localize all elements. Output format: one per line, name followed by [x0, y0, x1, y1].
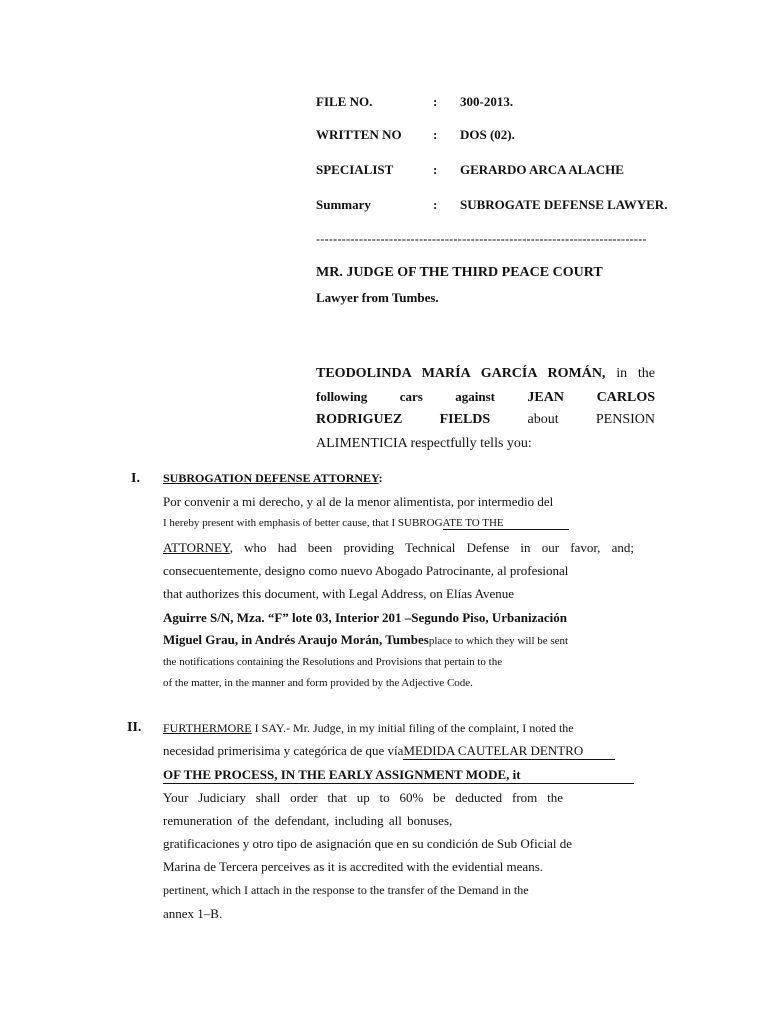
- file-no-value: 300-2013.: [460, 94, 514, 109]
- defendant-first-name: JEAN CARLOS: [527, 390, 656, 405]
- intro-line-3-end: PENSION: [595, 412, 655, 427]
- intro-line-2-pre: following cars against: [316, 389, 495, 404]
- written-no-label: WRITTEN NO: [316, 127, 402, 142]
- section-2-numeral: II.: [127, 720, 142, 735]
- petitioner-name: TEODOLINDA MARÍA GARCÍA ROMÁN,: [316, 366, 606, 381]
- section-2-line-2: [163, 743, 615, 760]
- section-1-line-2-underlined: ATE TO THE: [443, 517, 569, 530]
- legal-address-tail: place to which they will be sent: [428, 635, 569, 647]
- section-2-line-9: annex 1–B.: [163, 906, 223, 921]
- section-1-line-1: Por convenir a mi derecho, y al de la menor alimentista, por intermedio del: [163, 494, 554, 509]
- intro-line-2: [316, 389, 655, 406]
- file-no-label: FILE NO.: [316, 94, 373, 109]
- section-1-line-9: of the matter, in the manner and form provided by the Adjective Code.: [163, 677, 473, 689]
- section-1-line-3: [163, 540, 634, 556]
- specialist-value: GERARDO ARCA ALACHE: [460, 162, 624, 177]
- section-1-line-8: the notifications containing the Resolutions and Provisions that pertain to the: [163, 656, 503, 668]
- intro-line-1-rest: in the: [616, 366, 656, 381]
- written-no-colon: :: [433, 127, 438, 142]
- section-2-line-4: Your Judiciary shall order that up to 60% be deducted from the: [163, 790, 563, 805]
- addressee-line-2: Lawyer from Tumbes.: [316, 290, 439, 305]
- addressee-line-1: MR. JUDGE OF THE THIRD PEACE COURT: [316, 265, 603, 280]
- section-2-line-1-rest: I SAY.- Mr. Judge, in my initial filing of the complaint, I noted the: [251, 721, 574, 735]
- specialist-label: SPECIALIST: [316, 162, 394, 177]
- defendant-last-name: RODRIGUEZ FIELDS: [316, 412, 491, 427]
- header-separator: -----------------------------------------------------------------------------: [316, 232, 647, 246]
- summary-value: SUBROGATE DEFENSE LAWYER.: [460, 197, 668, 212]
- section-1-line-4: consecuentemente, designo como nuevo Abogado Patrocinante, al profesional: [163, 563, 569, 578]
- legal-address-line-1: Aguirre S/N, Mza. “F” lote 03, Interior 201 –Segundo Piso, Urbanización: [163, 610, 567, 625]
- section-1-line-5: that authorizes this document, with Legal Address, on Elías Avenue: [163, 586, 515, 601]
- intro-line-3-mid: about: [527, 412, 559, 427]
- intro-line-3: [316, 412, 655, 428]
- section-1-line-3-rest: , who had been providing Technical Defense in our favor, and;: [229, 540, 634, 555]
- precautionary-measure: MEDIDA CAUTELAR DENTRO: [403, 743, 615, 760]
- process-mode: OF THE PROCESS, IN THE EARLY ASSIGNMENT MODE, it: [163, 767, 634, 784]
- section-2-line-7: Marina de Tercera perceives as it is accredited with the evidential means.: [163, 859, 544, 874]
- section-2-line-5: remuneration of the defendant, including all bonuses,: [163, 813, 453, 828]
- section-1-heading-text: SUBROGATION DEFENSE ATTORNEY: [163, 471, 379, 485]
- furthermore-word: FURTHERMORE: [163, 721, 252, 735]
- section-1-heading: [163, 471, 383, 486]
- section-2-line-1: [163, 721, 574, 736]
- attorney-word: ATTORNEY: [163, 540, 230, 555]
- section-1-line-2: [163, 517, 569, 530]
- section-1-numeral: I.: [131, 471, 140, 486]
- section-1-line-2-text: I hereby present with emphasis of better cause, that I SUBROG: [163, 517, 443, 529]
- section-1-heading-colon: :: [378, 471, 383, 485]
- section-2-line-3: [163, 767, 634, 784]
- intro-line-4: ALIMENTICIA respectfully tells you:: [316, 436, 532, 451]
- section-2-line-6: gratificaciones y otro tipo de asignación que en su condición de Sub Oficial de: [163, 836, 573, 851]
- intro-line-1: [316, 366, 655, 382]
- section-2-line-8: pertinent, which I attach in the response to the transfer of the Demand in the: [163, 883, 529, 897]
- section-2-line-2-text: necesidad primerisima y categórica de que vía: [163, 743, 404, 758]
- legal-address-city: Miguel Grau, in Andrés Araujo Morán, Tumbes: [163, 632, 429, 647]
- file-no-colon: :: [433, 94, 438, 109]
- legal-address-line-2: [163, 632, 568, 648]
- summary-colon: :: [433, 197, 438, 212]
- summary-label: Summary: [316, 197, 371, 212]
- specialist-colon: :: [433, 162, 438, 177]
- written-no-value: DOS (02).: [460, 127, 515, 142]
